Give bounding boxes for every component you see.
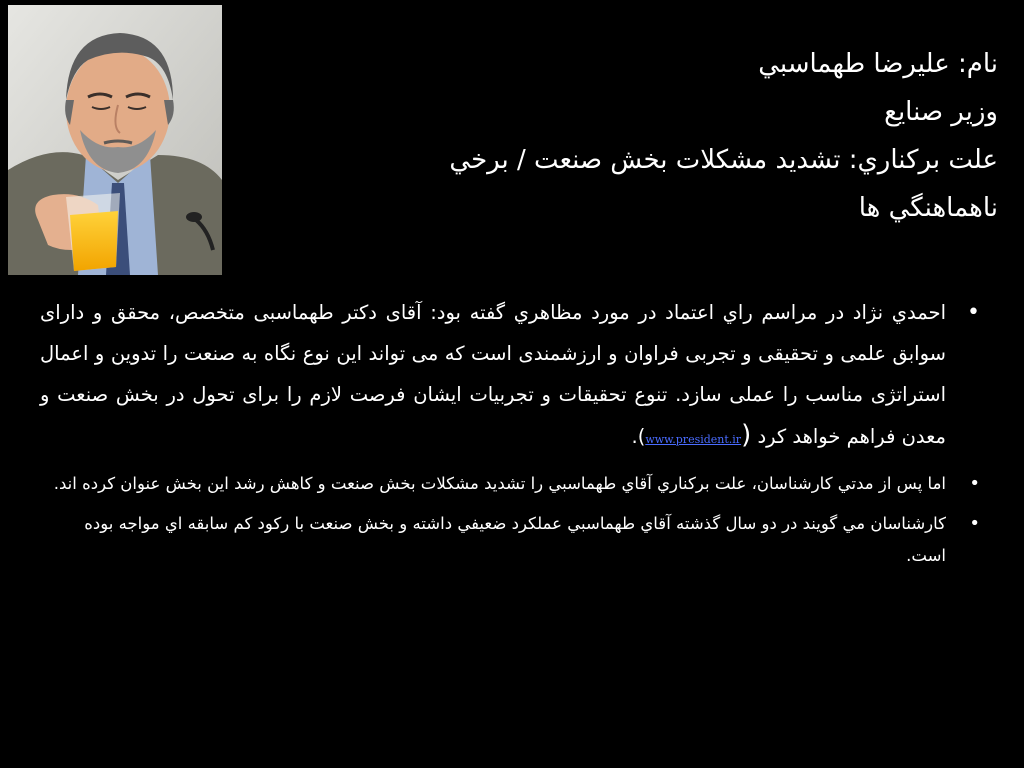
bullet-text: اما پس از مدتي كارشناسان، علت بركناري آقاي طهماسبي را تشديد مشكلات بخش صنعت و كاهش رشد اين بخش عنوان كرده اند. (53, 474, 946, 493)
role-line: وزير صنايع (884, 97, 998, 127)
title-block (378, 40, 998, 232)
bullet-dot: • (969, 513, 980, 534)
bullet-item (40, 468, 980, 500)
bullet-text: احمدي نژاد در مراسم راي اعتماد در مورد مظاهري گفته بود: آقای دکتر طهماسبی متخصص، محقق و دارای سوابق علمی و تحقیقی و تجربی فراوان و ارزشمندی است که می تواند این نوع نگاه به صنعت را تدوین و اعمال استراتژی مناسب را عملی سازد. تنوع تحقیقات و تجربیات ایشان فرصت لازم را برای تحول در بخش صنعت و معدن فراهم خواهد کرد (40, 301, 946, 448)
paren-open: ( (741, 420, 752, 450)
reason-line: علت بركناري: تشديد مشكلات بخش صنعت / برخي (449, 145, 998, 175)
bullet-item (40, 292, 980, 460)
bullet-text: كارشناسان مي گويند در دو سال گذشته آقاي طهماسبي عملكرد ضعيفي داشته و بخش صنعت با ركود كم سابقه اي مواجه بوده است. (84, 514, 946, 565)
bullet-item (40, 508, 980, 572)
name-line: نام: عليرضا طهماسبي (758, 49, 998, 79)
source-link[interactable]: www.president.ir (645, 433, 742, 446)
bullet-list (40, 292, 980, 572)
bullet-dot: • (969, 473, 980, 494)
reason-line-continued: ناهماهنگي ها (858, 193, 998, 223)
portrait-photo (8, 5, 222, 275)
paren-close: ). (631, 425, 646, 448)
bullet-dot: • (967, 300, 980, 325)
